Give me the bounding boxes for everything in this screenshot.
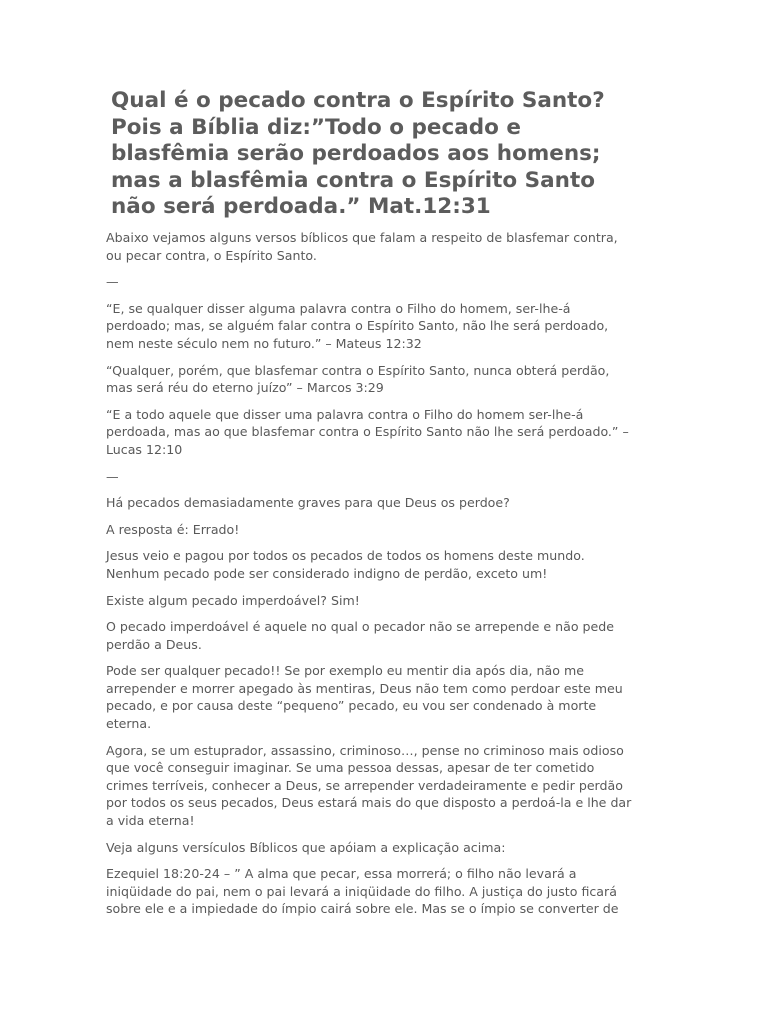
answer-paragraph xyxy=(106,521,666,539)
body-paragraph xyxy=(106,618,666,653)
text-line: por todos os seus pecados, Deus estará mais do que disposto a perdoá-la e lhe dar xyxy=(106,795,632,811)
text-line: Pode ser qualquer pecado!! Se por exemplo eu mentir dia após dia, não me xyxy=(106,663,584,679)
text-line: Existe algum pecado imperdoável? Sim! xyxy=(106,592,360,608)
text-line: Agora, se um estuprador, assassino, criminoso…, pense no criminoso mais odioso xyxy=(106,742,624,758)
separator-dash xyxy=(106,273,666,291)
text-line: nem neste século nem no futuro.” – Mateus 12:32 xyxy=(106,335,422,351)
text-line: crimes terríveis, conhecer a Deus, se arrepender verdadeiramente e pedir perdão xyxy=(106,777,623,793)
text-line: a vida eterna! xyxy=(106,813,195,829)
title-line: Qual é o pecado contra o Espírito Santo? xyxy=(111,88,605,113)
text-line: “Qualquer, porém, que blasfemar contra o Espírito Santo, nunca obterá perdão, xyxy=(106,362,610,378)
text-line: — xyxy=(106,274,119,290)
text-line: perdoada, mas ao que blasfemar contra o Espírito Santo não lhe será perdoado.” – xyxy=(106,424,629,440)
document-body xyxy=(106,229,666,927)
text-line: eterna. xyxy=(106,716,152,732)
text-line: “E a todo aquele que disser uma palavra contra o Filho do homem ser-lhe-á xyxy=(106,406,584,422)
text-line: A resposta é: Errado! xyxy=(106,521,240,537)
question-paragraph xyxy=(106,494,666,512)
title-line: não será perdoada.” Mat.12:31 xyxy=(111,194,491,219)
title-line: blasfêmia serão perdoados aos homens; xyxy=(111,141,601,166)
quote-mateus xyxy=(106,300,666,353)
text-line: ou pecar contra, o Espírito Santo. xyxy=(106,247,317,263)
body-paragraph xyxy=(106,662,666,732)
quote-marcos xyxy=(106,362,666,397)
text-line: Ezequiel 18:20-24 – ” A alma que pecar, essa morrerá; o filho não levará a xyxy=(106,866,577,882)
text-line: Jesus veio e pagou por todos os pecados de todos os homens deste mundo. xyxy=(106,548,585,564)
text-line: Nenhum pecado pode ser considerado indigno de perdão, exceto um! xyxy=(106,565,548,581)
text-line: — xyxy=(106,468,119,484)
body-paragraph xyxy=(106,865,666,918)
text-line: perdão a Deus. xyxy=(106,636,202,652)
separator-dash xyxy=(106,468,666,486)
text-line: que você conseguir imaginar. Se uma pessoa dessas, apesar de ter cometido xyxy=(106,760,595,776)
text-line: perdoado; mas, se alguém falar contra o Espírito Santo, não lhe será perdoado, xyxy=(106,318,609,334)
intro-paragraph xyxy=(106,229,666,264)
text-line: Lucas 12:10 xyxy=(106,441,183,457)
text-line: iniqüidade do pai, nem o pai levará a iniqüidade do filho. A justiça do justo ficará xyxy=(106,883,617,899)
text-line: O pecado imperdoável é aquele no qual o pecador não se arrepende e não pede xyxy=(106,619,615,635)
text-line: Há pecados demasiadamente graves para que Deus os perdoe? xyxy=(106,495,510,511)
body-paragraph xyxy=(106,742,666,830)
title-line: mas a blasfêmia contra o Espírito Santo xyxy=(111,167,596,193)
text-line: mas será réu do eterno juízo” – Marcos 3:29 xyxy=(106,380,384,396)
text-line: Abaixo vejamos alguns versos bíblicos que falam a respeito de blasfemar contra, xyxy=(106,230,618,245)
quote-lucas xyxy=(106,406,666,459)
body-paragraph xyxy=(106,547,666,582)
text-line: “E, se qualquer disser alguma palavra contra o Filho do homem, ser-lhe-á xyxy=(106,300,571,316)
text-line: arrepender e morrer apegado às mentiras, Deus não tem como perdoar este meu xyxy=(106,680,623,696)
page-title xyxy=(111,88,671,221)
body-paragraph xyxy=(106,592,666,610)
body-paragraph xyxy=(106,839,666,857)
text-line: Veja alguns versículos Bíblicos que apóiam a explicação acima: xyxy=(106,839,506,855)
title-line: Pois a Bíblia diz:”Todo o pecado e xyxy=(111,114,521,140)
text-line: pecado, e por causa deste “pequeno” pecado, eu vou ser condenado à morte xyxy=(106,698,597,714)
text-line: sobre ele e a impiedade do ímpio cairá sobre ele. Mas se o ímpio se converter de xyxy=(106,901,619,917)
